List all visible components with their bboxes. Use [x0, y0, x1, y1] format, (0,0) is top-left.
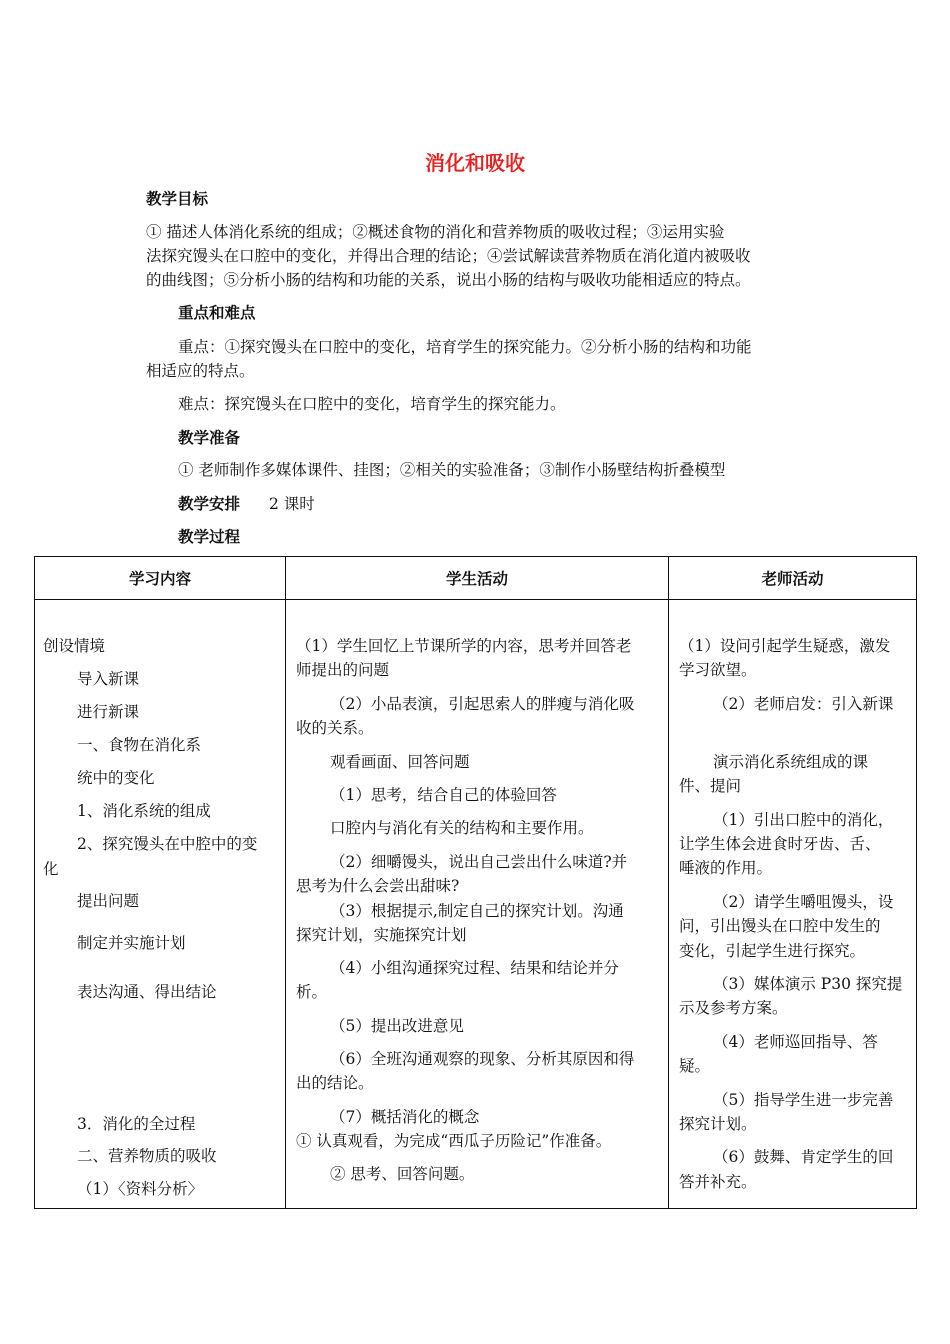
goals-line-2: 法探究馒头在口腔中的变化，并得出合理的结论；④尝试解读营养物质在消化道内被吸收 — [146, 247, 751, 265]
teacher-line: 疑。 — [679, 1057, 711, 1075]
student-line: （5）提出改进意见 — [330, 1017, 464, 1035]
teacher-line: 探究计划。 — [679, 1115, 757, 1133]
teacher-line: （1）引出口腔中的消化， — [713, 811, 894, 829]
content-line: 导入新课 — [77, 670, 140, 688]
student-line: 收的关系。 — [296, 719, 374, 737]
process-table — [34, 556, 917, 1209]
student-line: （1）学生回忆上节课所学的内容，思考并回答老 — [296, 637, 632, 655]
process-heading: 教学过程 — [178, 527, 241, 546]
teacher-line: （3）媒体演示 P30 探究提 — [713, 975, 903, 993]
goals-line-3: 的曲线图；⑤分析小肠的结构和功能的关系，说出小肠的结构与吸收功能相适应的特点。 — [146, 271, 751, 289]
key-line-1: 重点：①探究馒头在口腔中的变化，培育学生的探究能力。②分析小肠的结构和功能 — [178, 338, 752, 356]
teacher-line: （2）老师启发：引入新课 — [713, 695, 894, 713]
content-line: 化 — [43, 860, 59, 878]
teacher-line: 让学生体会进食时牙齿、舌、 — [679, 835, 881, 853]
teacher-line: （1）设问引起学生疑惑，激发 — [679, 637, 891, 655]
student-line: （7）概括消化的概念 — [330, 1108, 480, 1126]
student-line: ① 认真观看，为完成“西瓜子历险记”作准备。 — [296, 1132, 612, 1150]
goals-line-1: ① 描述人体消化系统的组成；②概述食物的消化和营养物质的吸收过程；③运用实验 — [146, 223, 725, 241]
header-teacher-activity: 老师活动 — [669, 557, 917, 600]
table-body-row — [35, 600, 917, 1209]
content-line: 创设情境 — [43, 637, 106, 655]
student-activity-cell — [286, 600, 669, 1209]
content-line: 提出问题 — [77, 892, 140, 910]
content-line: 一、食物在消化系 — [77, 736, 202, 754]
student-line: （1）思考，结合自己的体验回答 — [330, 786, 557, 804]
content-line: 二、营养物质的吸收 — [77, 1147, 217, 1165]
header-student-activity: 学生活动 — [286, 557, 669, 600]
content-line: 2、探究馒头在中腔中的变 — [77, 835, 258, 853]
prep-text: ① 老师制作多媒体课件、挂图；②相关的实验准备；③制作小肠壁结构折叠模型 — [178, 461, 726, 479]
student-line: ② 思考、回答问题。 — [330, 1165, 475, 1183]
student-line: （4）小组沟通探究过程、结果和结论并分 — [330, 959, 619, 977]
goals-heading: 教学目标 — [146, 189, 209, 208]
key-heading: 重点和难点 — [178, 303, 256, 322]
teacher-line: （2）请学生嚼咀馒头，设 — [713, 893, 894, 911]
student-line: 思考为什么会尝出甜味? — [296, 877, 460, 895]
arrangement-label: 教学安排 — [178, 494, 241, 513]
teacher-line: 答并补充。 — [679, 1173, 757, 1191]
teacher-line: （5）指导学生进一步完善 — [713, 1091, 894, 1109]
key-line-2: 相适应的特点。 — [146, 362, 255, 380]
content-line: 进行新课 — [77, 703, 140, 721]
content-line: 统中的变化 — [77, 769, 155, 787]
teacher-line: 问，引出馒头在口腔中发生的 — [679, 917, 881, 935]
teacher-line: 唾液的作用。 — [679, 859, 773, 877]
table-header-row — [35, 557, 917, 600]
teacher-activity-cell — [669, 600, 917, 1209]
student-line: 出的结论。 — [296, 1074, 374, 1092]
student-line: （2）小品表演，引起思索人的胖瘦与消化吸 — [330, 695, 635, 713]
header-learning-content: 学习内容 — [35, 557, 286, 600]
student-line: 口腔内与消化有关的结构和主要作用。 — [330, 819, 594, 837]
teacher-line: 件、提问 — [679, 777, 742, 795]
teacher-line: 学习欲望。 — [679, 661, 757, 679]
student-line: 师提出的问题 — [296, 661, 390, 679]
student-line: （6）全班沟通观察的现象、分析其原因和得 — [330, 1050, 635, 1068]
content-line: 制定并实施计划 — [77, 934, 186, 952]
teacher-line: 变化，引起学生进行探究。 — [679, 942, 866, 960]
teacher-line: 示及参考方案。 — [679, 999, 788, 1017]
teacher-line: 演示消化系统组成的课 — [713, 753, 869, 771]
content-line: 1、消化系统的组成 — [77, 802, 211, 820]
learning-content-cell — [35, 600, 286, 1209]
content-line: （1）〈资料分析〉 — [77, 1180, 204, 1198]
arrangement-value: 2 课时 — [268, 495, 315, 513]
teacher-line: （4）老师巡回指导、答 — [713, 1033, 878, 1051]
student-line: （3）根据提示,制定自己的探究计划。沟通 — [330, 902, 624, 920]
arrangement-row — [178, 491, 838, 517]
content-line: 3．消化的全过程 — [77, 1115, 196, 1133]
student-line: （2）细嚼馒头，说出自己尝出什么味道?并 — [330, 853, 628, 871]
student-line: 析。 — [296, 983, 328, 1001]
student-line: 观看画面、回答问题 — [330, 753, 470, 771]
teacher-line: （6）鼓舞、肯定学生的回 — [713, 1148, 894, 1166]
content-line: 表达沟通、得出结论 — [77, 983, 217, 1001]
document-title: 消化和吸收 — [425, 151, 525, 175]
difficulty-text: 难点：探究馒头在口腔中的变化，培育学生的探究能力。 — [178, 395, 566, 413]
prep-heading: 教学准备 — [178, 428, 241, 447]
student-line: 探究计划，实施探究计划 — [296, 926, 467, 944]
